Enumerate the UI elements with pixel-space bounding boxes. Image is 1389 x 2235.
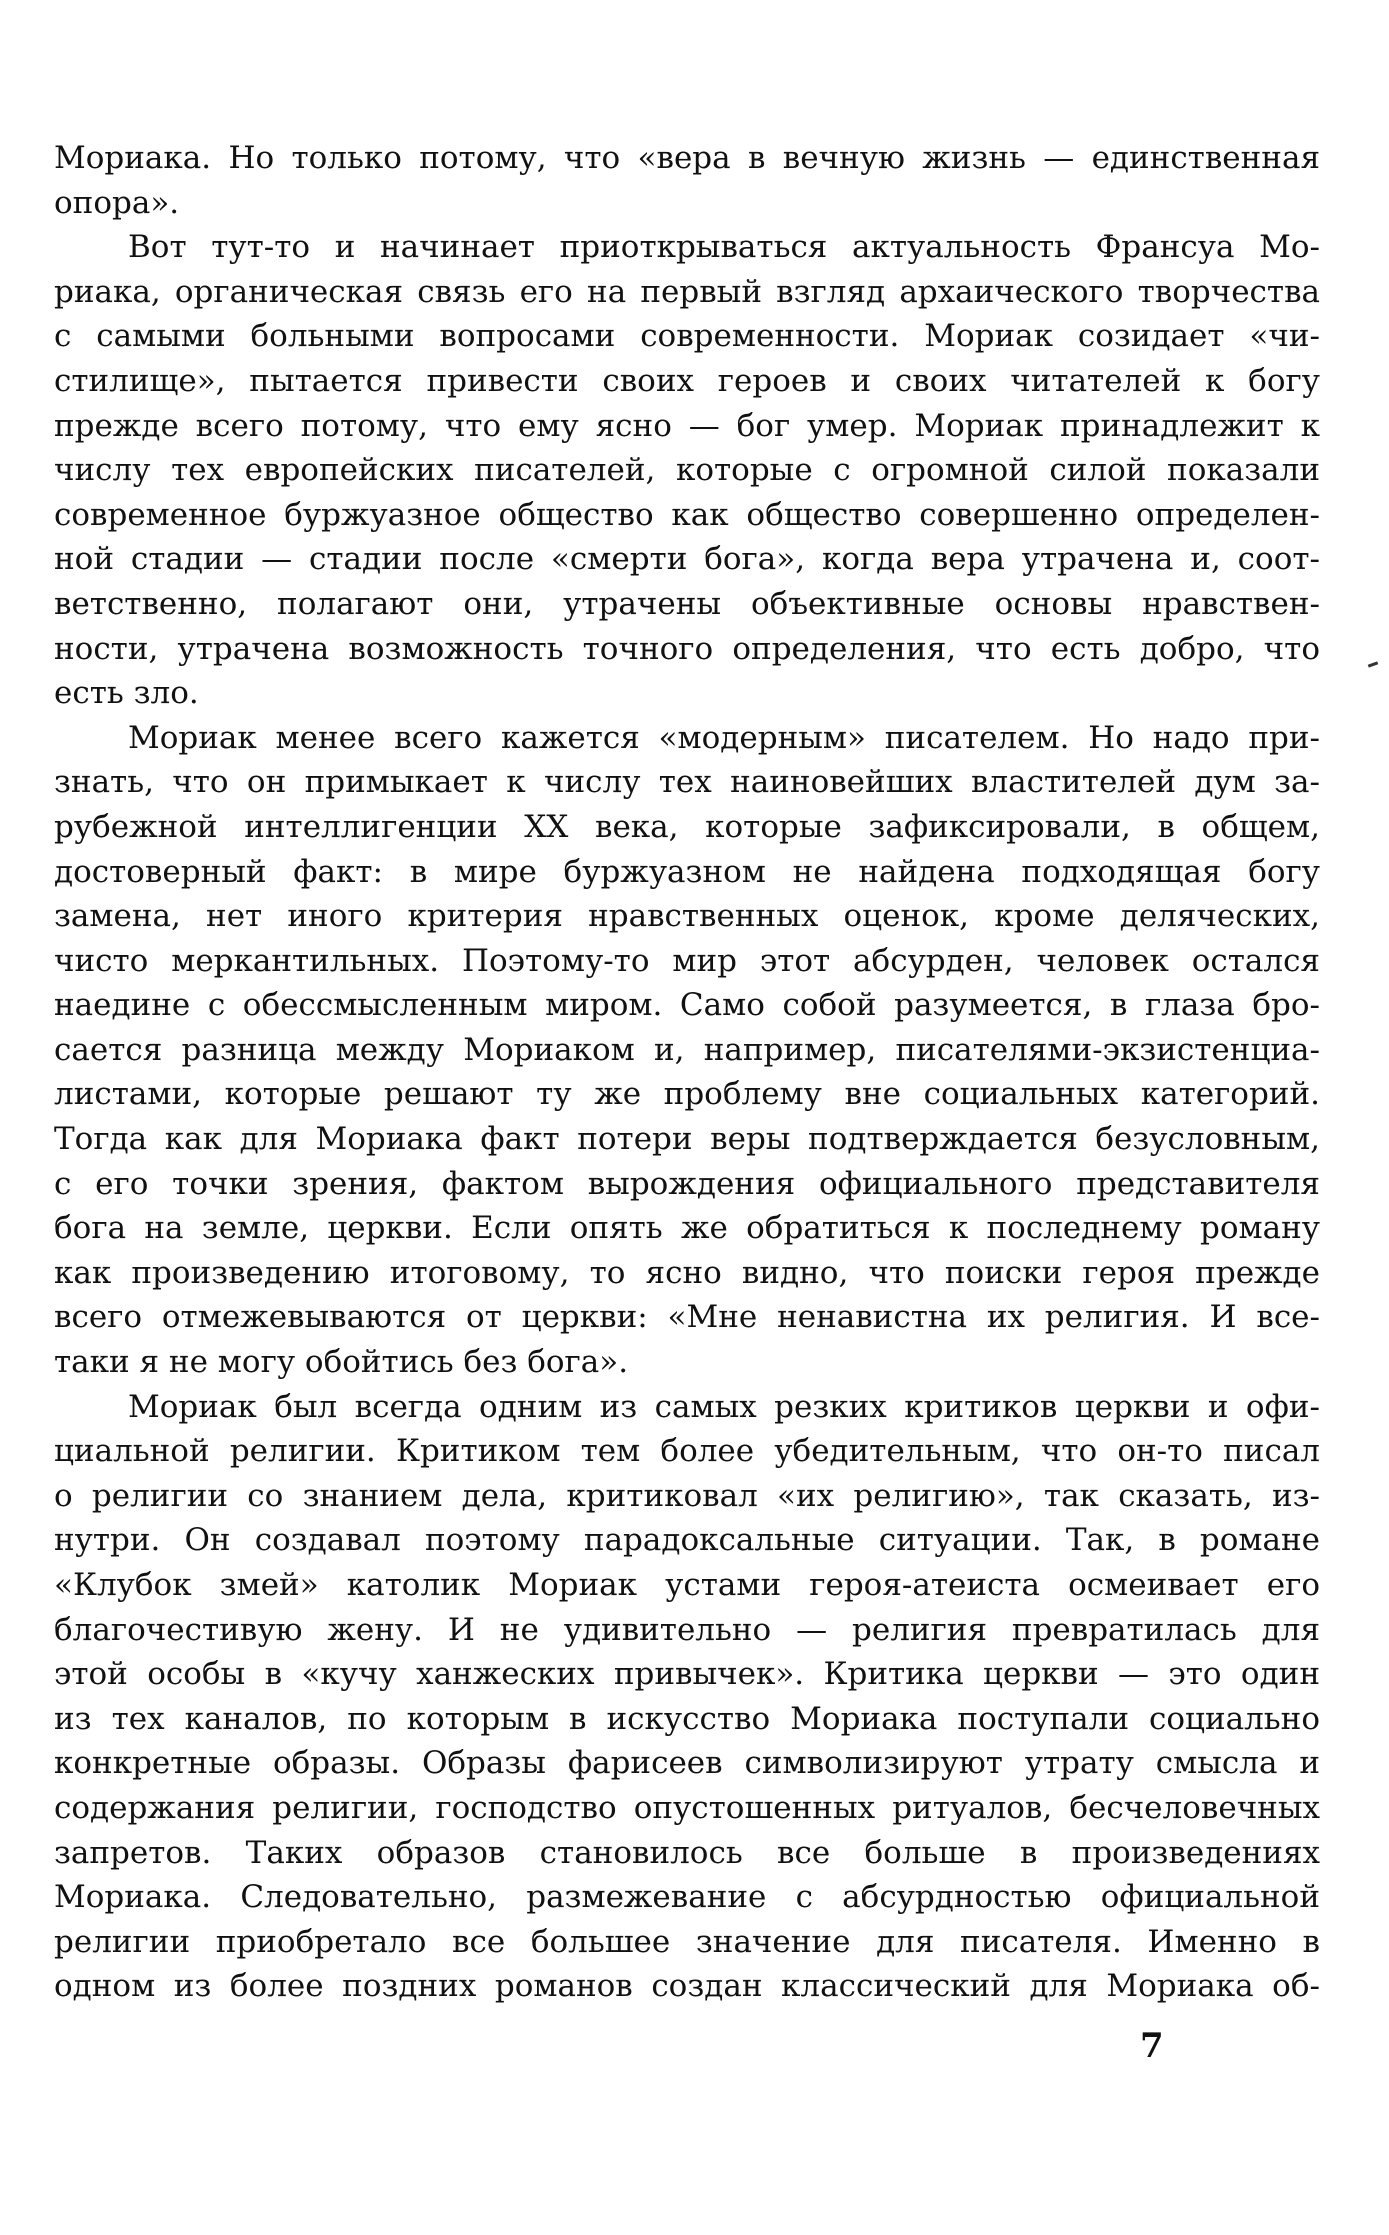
text-line: Мориак менее всего кажется «модерным» писателем. Но надо при- [128,719,1320,756]
text-line: нутри. Он создавал поэтому парадоксальные ситуации. Так, в романе [54,1522,1320,1559]
text-line: запретов. Таких образов становилось все больше в произведениях [54,1834,1320,1871]
text-line: конкретные образы. Образы фарисеев символизируют утрату смысла и [54,1745,1320,1782]
page-number: 7 [1140,2026,1164,2066]
text-line: циальной религии. Критиком тем более убедительным, что он-то писал [54,1433,1320,1470]
text-line: прежде всего потому, что ему ясно — бог умер. Мориак принадлежит к [54,407,1320,444]
text-line: Мориака. Следовательно, размежевание с абсурдностью официальной [54,1879,1320,1916]
text-line: риака, органическая связь его на первый взгляд архаического творчества [54,273,1320,310]
body-text [54,136,1320,2009]
text-line: этой особы в «кучу ханжеских привычек». Критика церкви — это один [54,1656,1320,1693]
text-line: рубежной интеллигенции XX века, которые зафиксировали, в общем, [54,808,1320,845]
text-line: достоверный факт: в мире буржуазном не найдена подходящая богу [54,853,1320,890]
text-line: благочестивую жену. И не удивительно — религия превратилась для [54,1611,1320,1648]
paragraph [54,716,1320,1385]
text-line: религии приобретало все большее значение для писателя. Именно в [54,1923,1320,1960]
paragraph [54,136,1320,225]
text-line: Мориака. Но только потому, что «вера в вечную жизнь — единственная [54,140,1320,176]
text-line: с его точки зрения, фактом вырождения официального представителя [54,1165,1320,1202]
text-line: ной стадии — стадии после «смерти бога», когда вера утрачена и, соот- [54,541,1320,578]
text-line: есть зло. [54,675,199,712]
text-line: как произведению итоговому, то ясно видно, что поиски героя прежде [54,1254,1320,1291]
text-line: знать, что он примыкает к числу тех наиновейших властителей дум за- [54,764,1320,801]
text-line: Мориак был всегда одним из самых резких критиков церкви и офи- [128,1388,1320,1425]
text-line: стилище», пытается привести своих героев и своих читателей к богу [54,362,1320,399]
text-line: из тех каналов, по которым в искусство Мориака поступали социально [54,1700,1320,1737]
text-line: современное буржуазное общество как общество совершенно определен- [54,496,1320,533]
paragraph [54,1385,1320,2009]
text-line: сается разница между Мориаком и, например, писателями-экзистенциа- [54,1031,1320,1068]
paragraph [54,225,1320,716]
text-line: наедине с обессмысленным миром. Само собой разумеется, в глаза бро- [54,987,1320,1024]
text-line: одном из более поздних романов создан классический для Мориака об- [54,1968,1320,2005]
text-line: числу тех европейских писателей, которые с огромной силой показали [54,452,1320,489]
margin-mark [1368,661,1378,667]
text-line: чисто меркантильных. Поэтому-то мир этот абсурден, человек остался [54,942,1320,979]
text-line: всего отмежевываются от церкви: «Мне ненавистна их религия. И все- [54,1299,1320,1336]
text-line: ветственно, полагают они, утрачены объективные основы нравствен- [54,585,1320,622]
text-line: бога на земле, церкви. Если опять же обратиться к последнему роману [54,1210,1320,1247]
text-line: опора». [54,184,180,221]
text-line: ности, утрачена возможность точного определения, что есть добро, что [54,630,1320,667]
text-line: замена, нет иного критерия нравственных оценок, кроме деляческих, [54,898,1320,935]
text-line: о религии со знанием дела, критиковал «их религию», так сказать, из- [54,1477,1320,1514]
text-line: Тогда как для Мориака факт потери веры подтверждается безусловным, [54,1121,1320,1158]
text-line: Вот тут-то и начинает приоткрываться актуальность Франсуа Мо- [128,229,1320,266]
text-line: содержания религии, господство опустошенных ритуалов, бесчеловечных [54,1789,1320,1826]
text-line: листами, которые решают ту же проблему вне социальных категорий. [54,1076,1320,1113]
text-line: таки я не могу обойтись без бога». [54,1344,629,1381]
text-line: «Клубок змей» католик Мориак устами героя-атеиста осмеивает его [54,1567,1320,1603]
text-line: с самыми больными вопросами современности. Мориак созидает «чи- [54,318,1320,355]
